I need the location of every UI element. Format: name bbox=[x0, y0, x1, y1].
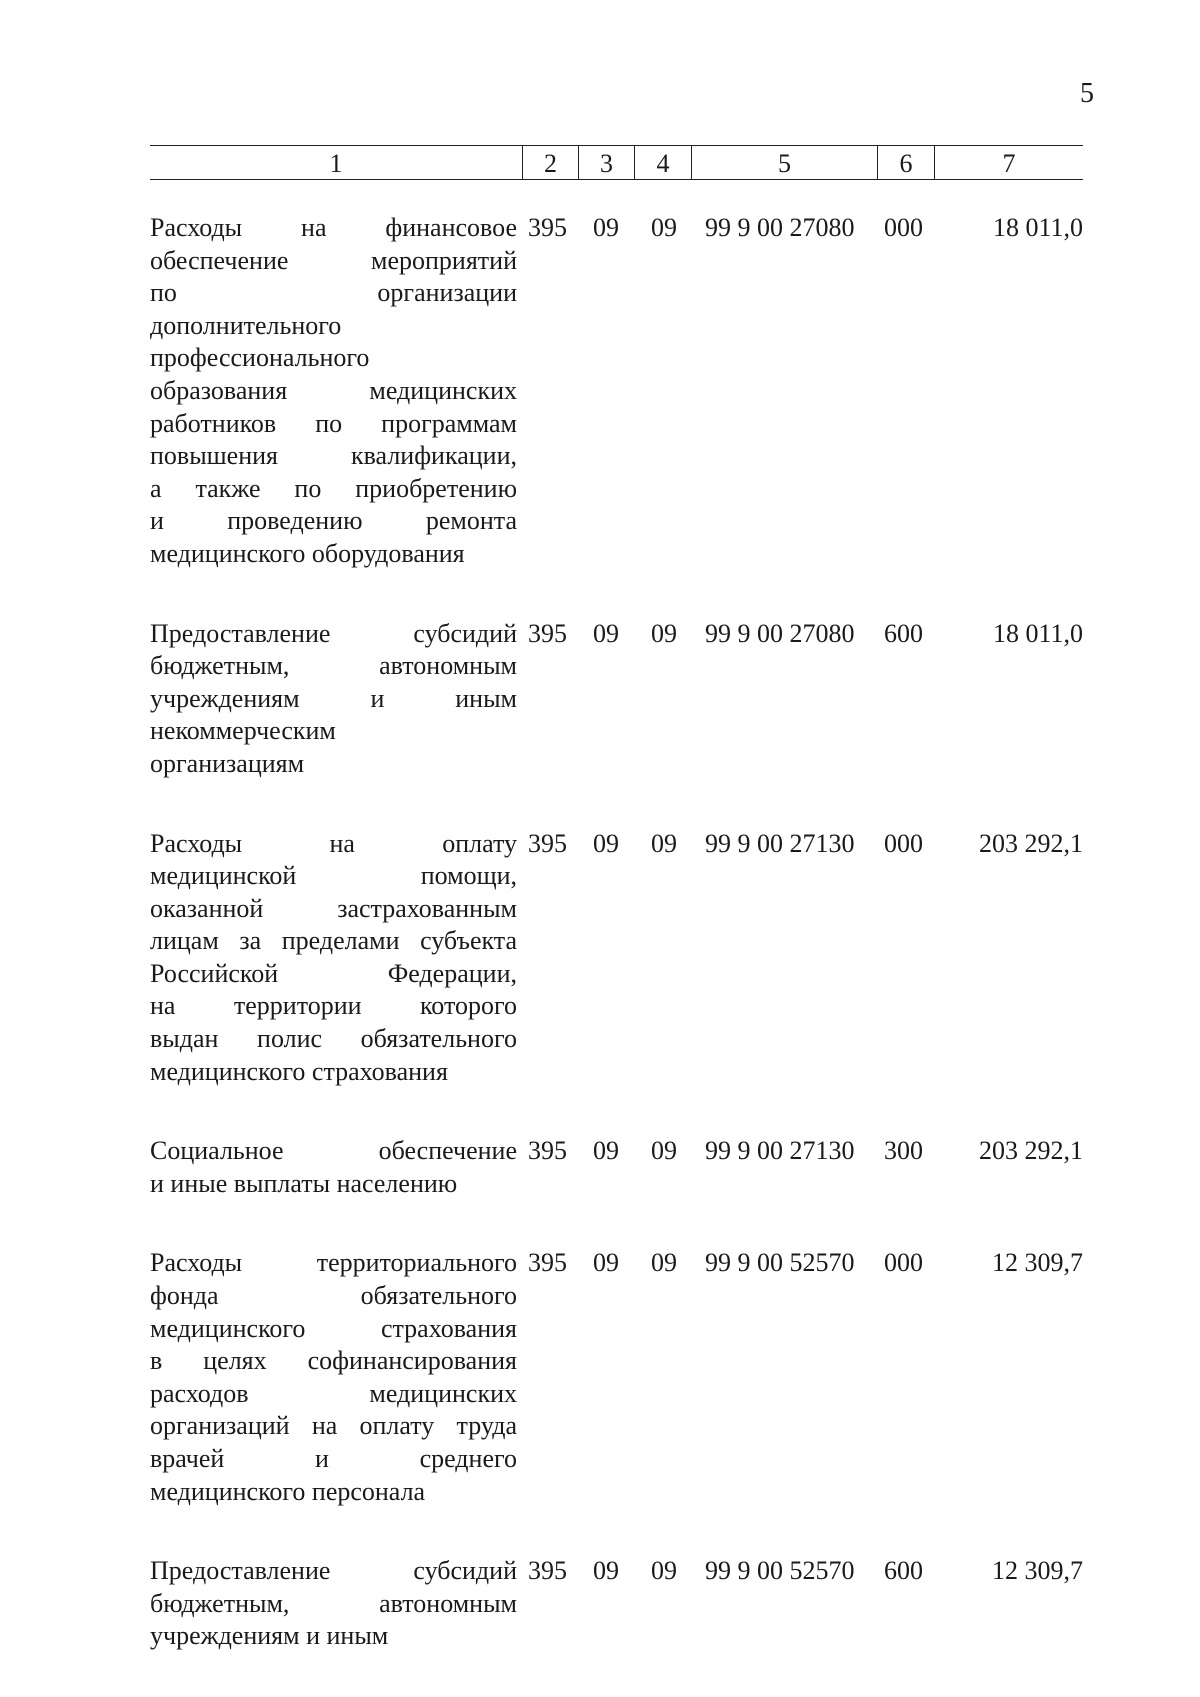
cell-col2: 395 bbox=[528, 828, 567, 858]
description-line: медицинского страхования bbox=[150, 1056, 448, 1086]
cell-col5: 99 9 00 27080 bbox=[705, 618, 855, 648]
cell-col5: 99 9 00 27130 bbox=[705, 1136, 855, 1166]
row-description bbox=[150, 212, 517, 571]
description-line: Российской Федерации, bbox=[150, 958, 517, 988]
header-col-7: 7 bbox=[934, 146, 1083, 179]
description-line: Предоставление субсидий bbox=[150, 1556, 517, 1586]
description-line: и иные выплаты населению bbox=[150, 1168, 458, 1198]
description-line: организаций на оплату труда bbox=[150, 1411, 517, 1441]
cell-col4: 09 bbox=[651, 213, 677, 242]
description-line: обеспечение мероприятий bbox=[150, 245, 517, 275]
row-description bbox=[150, 1555, 517, 1653]
header-col-1: 1 bbox=[329, 149, 343, 178]
cell-col7: 12 309,7 bbox=[992, 1248, 1083, 1278]
description-line: Расходы на финансовое bbox=[150, 213, 517, 242]
description-line: Социальное обеспечение bbox=[150, 1136, 517, 1166]
description-line: медицинского оборудования bbox=[150, 538, 465, 568]
table-row bbox=[0, 1555, 1200, 1653]
cell-col3: 09 bbox=[593, 618, 619, 648]
description-line: а также по приобретению bbox=[150, 473, 517, 503]
description-line: оказанной застрахованным bbox=[150, 893, 517, 923]
header-col-4: 4 bbox=[634, 146, 691, 179]
header-col-3: 3 bbox=[578, 146, 634, 179]
table-row bbox=[0, 212, 1200, 571]
cell-col5: 99 9 00 52570 bbox=[705, 1556, 855, 1586]
description-line: и проведению ремонта bbox=[150, 506, 517, 536]
description-line: медицинского страхования bbox=[150, 1313, 517, 1343]
table-header bbox=[150, 145, 1083, 180]
description-line: образования медицинских bbox=[150, 375, 517, 405]
cell-col6: 000 bbox=[884, 213, 923, 242]
description-line: Расходы на оплату bbox=[150, 828, 517, 858]
description-line: по организации bbox=[150, 278, 517, 308]
cell-col6: 300 bbox=[884, 1136, 923, 1166]
description-line: Расходы территориального bbox=[150, 1248, 517, 1278]
cell-col6: 600 bbox=[884, 618, 923, 648]
description-line: на территории которого bbox=[150, 991, 517, 1021]
table-row bbox=[0, 1135, 1200, 1200]
description-line: профессионального bbox=[150, 343, 370, 373]
cell-col7: 18 011,0 bbox=[992, 213, 1083, 242]
row-description bbox=[150, 828, 517, 1089]
page-number: 5 bbox=[1080, 78, 1094, 109]
cell-col7: 203 292,1 bbox=[979, 1136, 1083, 1166]
cell-col7: 12 309,7 bbox=[992, 1556, 1083, 1586]
description-line: выдан полис обязательного bbox=[150, 1024, 517, 1054]
header-col-2: 2 bbox=[522, 146, 578, 179]
description-line: Предоставление субсидий bbox=[150, 618, 517, 648]
description-line: учреждениям и иным bbox=[150, 683, 517, 713]
cell-col2: 395 bbox=[528, 618, 567, 648]
description-line: организациям bbox=[150, 748, 305, 778]
description-line: врачей и среднего bbox=[150, 1444, 517, 1473]
description-line: расходов медицинских bbox=[150, 1378, 517, 1408]
description-line: некоммерческим bbox=[150, 716, 336, 746]
table-body bbox=[0, 212, 1200, 1653]
cell-col2: 395 bbox=[528, 213, 567, 242]
row-description bbox=[150, 618, 517, 781]
description-line: фонда обязательного bbox=[150, 1281, 517, 1311]
table-row bbox=[0, 618, 1200, 781]
header-col-6: 6 bbox=[877, 146, 934, 179]
row-description bbox=[150, 1247, 517, 1508]
description-line: дополнительного bbox=[150, 310, 342, 340]
cell-col4: 09 bbox=[651, 1248, 677, 1278]
cell-col6: 000 bbox=[884, 1248, 923, 1278]
cell-col5: 99 9 00 52570 bbox=[705, 1248, 855, 1278]
header-col-5: 5 bbox=[691, 146, 877, 179]
description-line: медицинской помощи, bbox=[150, 861, 517, 891]
cell-col3: 09 bbox=[593, 213, 619, 242]
cell-col2: 395 bbox=[528, 1248, 567, 1278]
cell-col4: 09 bbox=[651, 1136, 677, 1166]
cell-col5: 99 9 00 27080 bbox=[705, 213, 855, 242]
cell-col3: 09 bbox=[593, 828, 619, 858]
cell-col2: 395 bbox=[528, 1136, 567, 1166]
description-line: лицам за пределами субъекта bbox=[150, 926, 517, 956]
cell-col7: 203 292,1 bbox=[979, 828, 1083, 858]
description-line: бюджетным, автономным bbox=[150, 1588, 517, 1618]
cell-col7: 18 011,0 bbox=[992, 618, 1083, 648]
cell-col2: 395 bbox=[528, 1556, 567, 1586]
cell-col6: 600 bbox=[884, 1556, 923, 1586]
cell-col6: 000 bbox=[884, 828, 923, 858]
description-line: работников по программам bbox=[150, 408, 517, 438]
cell-col3: 09 bbox=[593, 1556, 619, 1586]
description-line: медицинского персонала bbox=[150, 1476, 426, 1506]
cell-col4: 09 bbox=[651, 1556, 677, 1586]
cell-col3: 09 bbox=[593, 1136, 619, 1166]
table-row bbox=[0, 828, 1200, 1089]
description-line: в целях софинансирования bbox=[150, 1346, 517, 1376]
cell-col4: 09 bbox=[651, 618, 677, 648]
table-row bbox=[0, 1247, 1200, 1508]
description-line: учреждениям и иным bbox=[150, 1621, 389, 1651]
description-line: повышения квалификации, bbox=[150, 441, 517, 471]
description-line: бюджетным, автономным bbox=[150, 651, 517, 681]
cell-col5: 99 9 00 27130 bbox=[705, 828, 855, 858]
cell-col4: 09 bbox=[651, 828, 677, 858]
row-description bbox=[150, 1135, 517, 1200]
cell-col3: 09 bbox=[593, 1248, 619, 1278]
